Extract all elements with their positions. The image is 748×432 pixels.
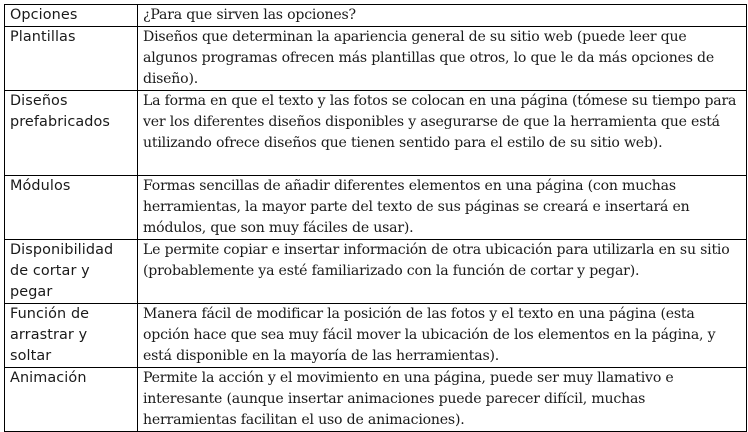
option-description: Diseños que determinan la apariencia general de su sitio web (puede leer que algunos programas ofrecen más plantillas que otros, lo que le da más opciones de diseño). [138,27,747,91]
option-description: La forma en que el texto y las fotos se colocan en una página (tómese su tiempo para ver los diferentes diseños disponibles y asegurarse de que la herramienta que está utilizando ofrece diseños que tienen sentido para el estilo de su sitio web). [138,91,747,176]
option-description: Formas sencillas de añadir diferentes elementos en una página (con muchas herramientas, la mayor parte del texto de sus páginas se creará e insertará en módulos, que son muy fáciles de usar). [138,176,747,240]
table-row [5,304,747,368]
option-description: Manera fácil de modificar la posición de las fotos y el texto en una página (esta opción hace que sea muy fácil mover la ubicación de los elementos en la página, y está disponible en la mayoría de las herramientas). [138,304,747,368]
table-row [5,368,747,432]
option-name: Módulos [5,176,138,240]
header-options: Opciones [5,5,138,27]
option-name: Animación [5,368,138,432]
option-name: Diseños prefabricados [5,91,138,176]
table-row [5,176,747,240]
option-name: Plantillas [5,27,138,91]
header-purpose: ¿Para que sirven las opciones? [138,5,747,27]
option-name: Función de arrastrar y soltar [5,304,138,368]
table-row [5,240,747,304]
options-table [4,4,747,432]
option-description: Le permite copiar e insertar información de otra ubicación para utilizarla en su sitio (probablemente ya esté familiarizado con la función de cortar y pegar). [138,240,747,304]
option-name: Disponibilidad de cortar y pegar [5,240,138,304]
table-row [5,27,747,91]
table-header-row [5,5,747,27]
table-row [5,91,747,176]
option-description: Permite la acción y el movimiento en una página, puede ser muy llamativo e interesante (aunque insertar animaciones puede parecer difícil, muchas herramientas facilitan el uso de animaciones). [138,368,747,432]
